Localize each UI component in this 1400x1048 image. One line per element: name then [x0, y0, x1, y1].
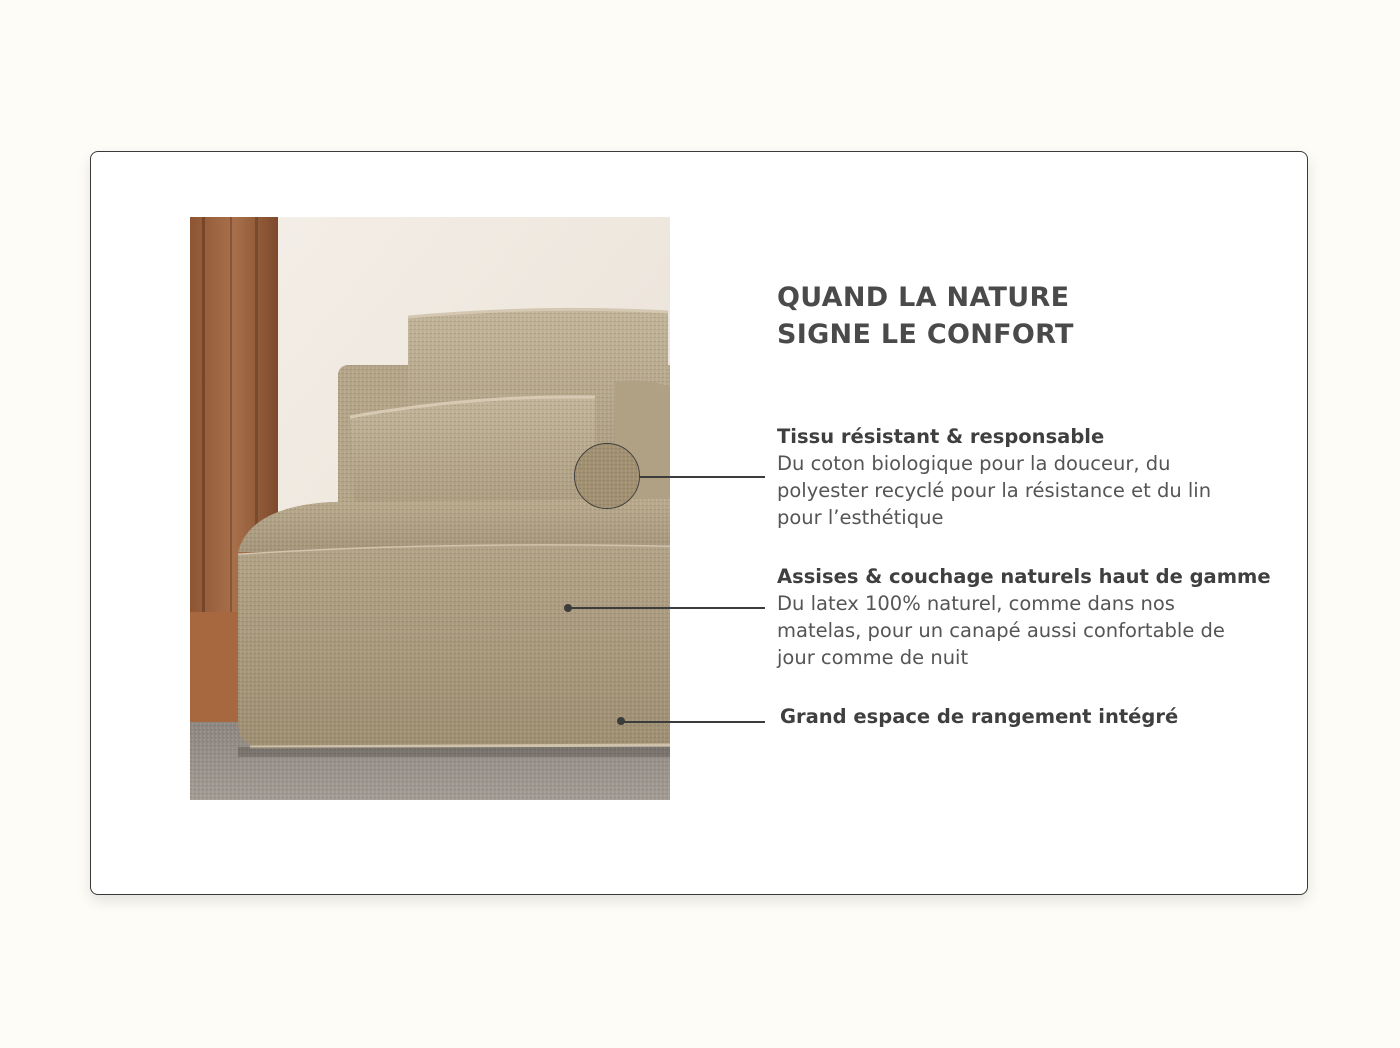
sofa-photo [190, 217, 670, 800]
feature-seating [777, 563, 1277, 671]
connector-line-storage [621, 721, 765, 723]
feature-fabric [777, 423, 1277, 531]
feature-title: Grand espace de rangement intégré [780, 705, 1179, 728]
headline-line-1: QUAND LA NATURE [777, 282, 1070, 313]
feature-description: Du coton biologique pour la douceur, du polyester recyclé pour la résistance et du lin pour l’esthétique [777, 452, 1212, 529]
headline-line-2: SIGNE LE CONFORT [777, 319, 1074, 350]
connector-line-fabric [640, 476, 765, 478]
fabric-swatch-icon [574, 443, 640, 509]
feature-title: Tissu résistant & responsable [777, 425, 1105, 448]
connector-line-seat [568, 607, 765, 609]
feature-storage [780, 703, 1280, 730]
feature-description: Du latex 100% naturel, comme dans nos matelas, pour un canapé aussi confortable de jour comme de nuit [777, 592, 1225, 669]
feature-title: Assises & couchage naturels haut de gamme [777, 565, 1271, 588]
headline [777, 279, 1074, 353]
